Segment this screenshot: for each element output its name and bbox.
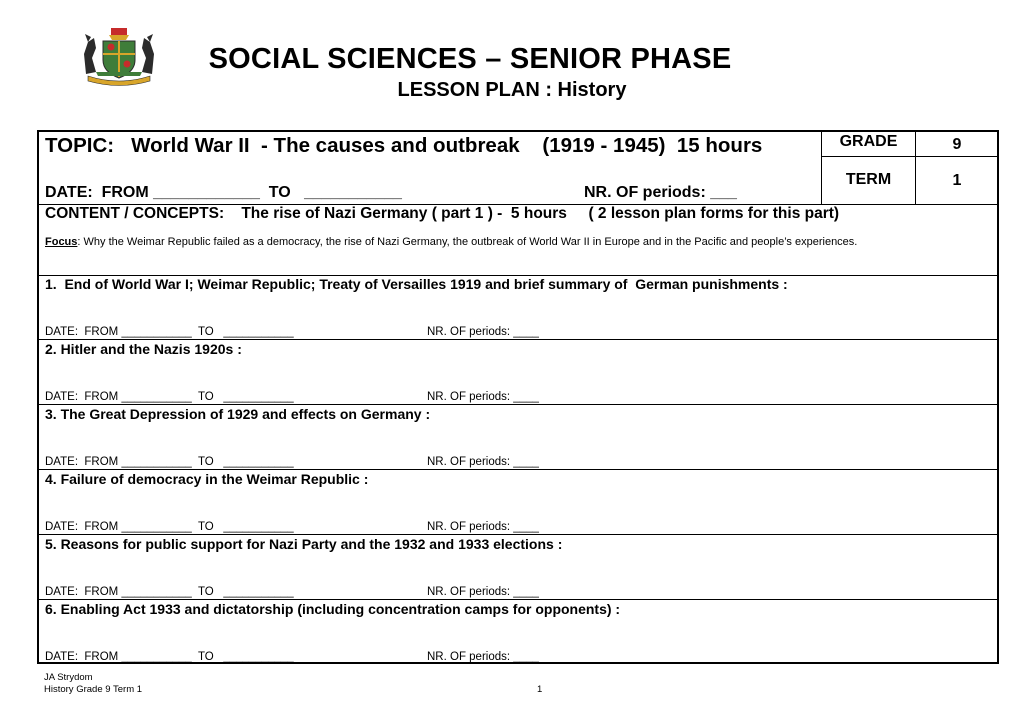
section-4 bbox=[39, 470, 997, 535]
section-date-field[interactable]: DATE: FROM ___________ TO ___________ bbox=[45, 586, 294, 598]
section-periods-field[interactable]: NR. OF periods: ____ bbox=[427, 586, 539, 598]
footer-course: History Grade 9 Term 1 bbox=[44, 684, 143, 695]
content-concepts-row bbox=[39, 204, 997, 276]
focus-text bbox=[45, 236, 857, 248]
footer-page-number: 1 bbox=[537, 684, 543, 695]
content-concepts-title: CONTENT / CONCEPTS: The rise of Nazi Germany ( part 1 ) - 5 hours ( 2 lesson plan forms for this part) bbox=[45, 205, 840, 222]
section-date-field[interactable]: DATE: FROM ___________ TO ___________ bbox=[45, 326, 294, 338]
focus-label: Focus bbox=[45, 236, 78, 248]
section-periods-field[interactable]: NR. OF periods: ____ bbox=[427, 456, 539, 468]
section-1 bbox=[39, 275, 997, 340]
section-title: 3. The Great Depression of 1929 and effects on Germany : bbox=[45, 406, 431, 422]
page-subtitle: LESSON PLAN : History bbox=[397, 79, 627, 101]
topic-periods-field[interactable]: NR. OF periods: ___ bbox=[584, 184, 737, 201]
lesson-plan-form bbox=[37, 130, 999, 664]
section-periods-field[interactable]: NR. OF periods: ____ bbox=[427, 521, 539, 533]
section-date-field[interactable]: DATE: FROM ___________ TO ___________ bbox=[45, 651, 294, 663]
grade-value: 9 bbox=[916, 132, 998, 157]
topic-cell bbox=[39, 132, 821, 204]
topic-date-field[interactable]: DATE: FROM ____________ TO ___________ bbox=[45, 184, 402, 201]
section-periods-field[interactable]: NR. OF periods: ____ bbox=[427, 651, 539, 663]
section-periods-field[interactable]: NR. OF periods: ____ bbox=[427, 326, 539, 338]
page-title-text: SOCIAL SCIENCES – SENIOR PHASE bbox=[208, 43, 732, 75]
page-title bbox=[0, 43, 940, 76]
section-title: 6. Enabling Act 1933 and dictatorship (including concentration camps for opponents) : bbox=[45, 601, 621, 617]
section-title: 5. Reasons for public support for Nazi Party and the 1932 and 1933 elections : bbox=[45, 536, 563, 552]
term-value: 1 bbox=[952, 172, 962, 189]
section-title: 1. End of World War I; Weimar Republic; Treaty of Versailles 1919 and brief summary of German punishments : bbox=[45, 276, 788, 292]
section-title: 2. Hitler and the Nazis 1920s : bbox=[45, 341, 242, 357]
term-label: TERM bbox=[822, 157, 916, 204]
section-periods-field[interactable]: NR. OF periods: ____ bbox=[427, 391, 539, 403]
section-2 bbox=[39, 340, 997, 405]
section-date-field[interactable]: DATE: FROM ___________ TO ___________ bbox=[45, 391, 294, 403]
section-date-field[interactable]: DATE: FROM ___________ TO ___________ bbox=[45, 521, 294, 533]
focus-description: : Why the Weimar Republic failed as a democracy, the rise of Nazi Germany, the outbreak of World War II in Europe and in the Pacific and people’s experiences. bbox=[77, 236, 858, 248]
section-6 bbox=[39, 600, 997, 665]
section-5 bbox=[39, 535, 997, 600]
grade-label: GRADE bbox=[822, 132, 916, 157]
section-3 bbox=[39, 405, 997, 470]
topic-text: TOPIC: World War II - The causes and outbreak (1919 - 1945) 15 hours bbox=[45, 134, 763, 157]
grade-term-table bbox=[821, 132, 998, 204]
section-date-field[interactable]: DATE: FROM ___________ TO ___________ bbox=[45, 456, 294, 468]
footer-author: JA Strydom bbox=[44, 672, 93, 683]
topic-row bbox=[39, 132, 997, 205]
section-title: 4. Failure of democracy in the Weimar Republic : bbox=[45, 471, 369, 487]
